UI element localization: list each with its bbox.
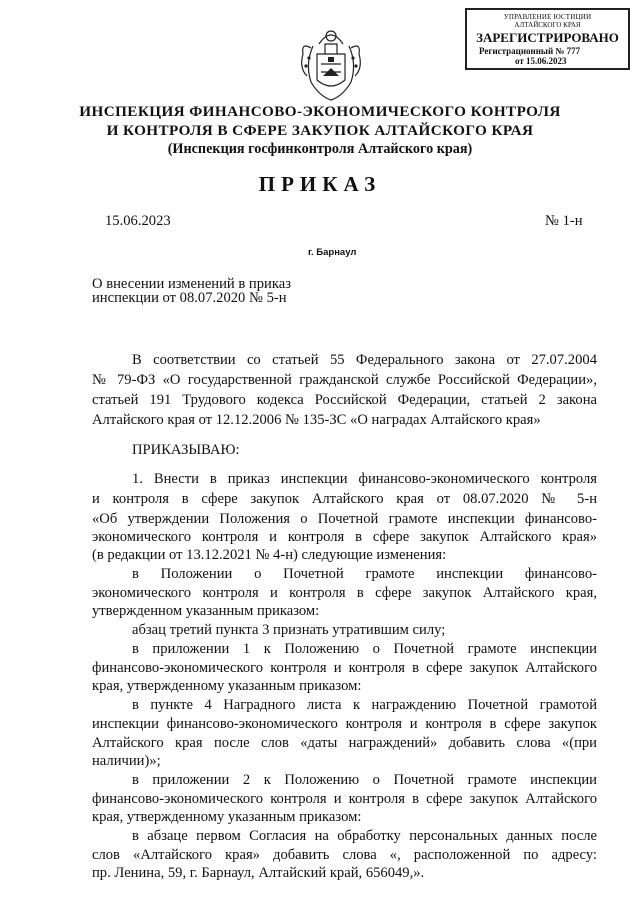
subject-line2: инспекции от 08.07.2020 № 5-н [92, 290, 287, 306]
body-line: «Об утверждении Положения о Почетной грамоте инспекции финансово- [92, 511, 597, 527]
document-type: ПРИКАЗ [258, 172, 382, 196]
body-line: пр. Ленина, 59, г. Барнаул, Алтайский край, 656049,». [92, 865, 425, 881]
stamp-reg-number: Регистрационный № 777 [479, 46, 581, 56]
document-number: № 1-н [545, 213, 583, 229]
body-line: наличии)»; [92, 753, 161, 769]
document-date: 15.06.2023 [105, 213, 171, 229]
body-line: края, утвержденному указанным приказом: [92, 809, 362, 825]
org-short-name: (Инспекция госфинконтроля Алтайского края) [167, 141, 473, 157]
document-city: г. Барнаул [308, 247, 357, 258]
org-name-line2: И КОНТРОЛЯ В СФЕРЕ ЗАКУПОК АЛТАЙСКОГО КРАЯ [106, 122, 534, 139]
preamble-line: № 79-ФЗ «О государственной гражданской службе Российской Федерации», [92, 372, 597, 388]
stamp-status: ЗАРЕГИСТРИРОВАНО [476, 30, 619, 45]
body-line: в приложении 1 к Положению о Почетной грамоте инспекции [132, 641, 597, 657]
body-line: абзац третий пункта 3 признать утратившим силу; [132, 622, 446, 638]
registration-stamp [465, 8, 630, 70]
body-line: и контроля в сфере закупок Алтайского края от 08.07.2020 № 5-н [92, 491, 597, 507]
body-line: (в редакции от 13.12.2021 № 4-н) следующие изменения: [92, 547, 447, 563]
stamp-authority-line1: УПРАВЛЕНИЕ ЮСТИЦИИ [503, 13, 592, 21]
body-line: Алтайского края после слов «даты награждений» добавить слова «(при [92, 735, 597, 751]
preamble-line: В соответствии со статьей 55 Федерального закона от 27.07.2004 [132, 352, 597, 368]
preamble-line: статьей 191 Трудового кодекса Российской Федерации, статьей 2 закона [92, 392, 597, 408]
body-line: финансово-экономического контроля и контроля в сфере закупок Алтайского [92, 660, 597, 676]
body-line: в пункте 4 Наградного листа к награждению Почетной грамотой [132, 697, 597, 713]
body-line: экономического контроля и контроля в сфере закупок Алтайского края, [92, 585, 597, 601]
body-line: в абзаце первом Согласия на обработку персональных данных после [132, 828, 597, 844]
body-line: финансово-экономического контроля и контроля в сфере закупок Алтайского [92, 791, 597, 807]
body-line: утвержденном указанным приказом: [92, 603, 320, 619]
subject-line1: О внесении изменений в приказ [92, 276, 291, 292]
stamp-authority-line2: АЛТАЙСКОГО КРАЯ [514, 21, 581, 29]
org-name-line1: ИНСПЕКЦИЯ ФИНАНСОВО-ЭКОНОМИЧЕСКОГО КОНТРОЛЯ [79, 103, 561, 120]
body-line: экономического контроля и контроля в сфере закупок Алтайского края» [92, 529, 597, 545]
order-word: ПРИКАЗЫВАЮ: [132, 442, 240, 458]
body-line: в приложении 2 к Положению о Почетной грамоте инспекции [132, 772, 597, 788]
body-line: 1. Внести в приказ инспекции финансово-экономического контроля [132, 471, 597, 487]
stamp-reg-date: от 15.06.2023 [515, 56, 567, 66]
preamble-line: Алтайского края от 12.12.2006 № 135-ЗС «О наградах Алтайского края» [92, 412, 541, 428]
body-line: инспекции финансово-экономического контроля и контроля в сфере закупок [92, 716, 597, 732]
body-line: края, утвержденному указанным приказом: [92, 678, 362, 694]
body-line: в Положении о Почетной грамоте инспекции финансово- [132, 566, 597, 582]
body-line: слов «Алтайского края» добавить слова «, расположенной по адресу: [92, 847, 597, 863]
coat-of-arms-icon [297, 24, 365, 102]
